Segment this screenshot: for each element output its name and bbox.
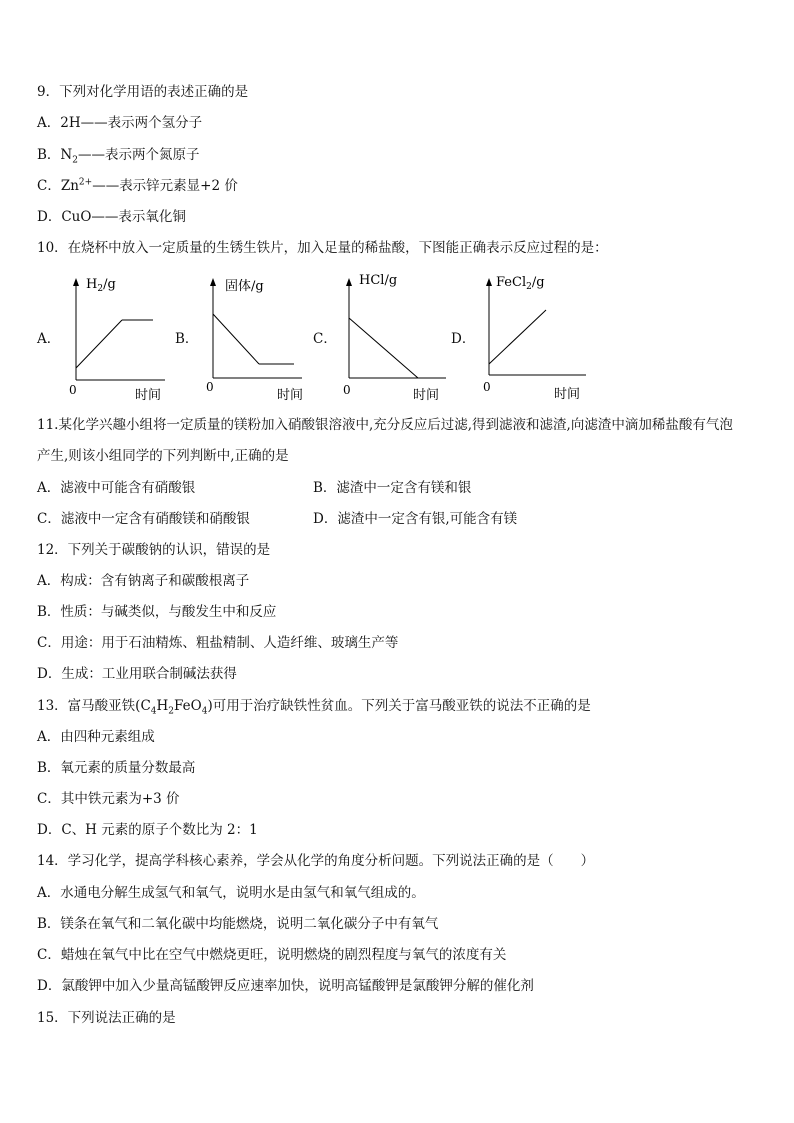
q12-option-b: B．性质：与碱类似，与酸发生中和反应 — [37, 604, 277, 620]
q10-graph-c-xlabel: 时间 — [413, 388, 440, 403]
q10-graph-b-xlabel: 时间 — [277, 388, 304, 403]
q10-graph-c[interactable] — [328, 270, 453, 405]
q10-graph-a[interactable] — [55, 270, 175, 405]
q10-option-a-label: A． — [37, 331, 61, 347]
q15-stem: 15．下列说法正确的是 — [37, 1010, 176, 1026]
q13-option-a: A．由四种元素组成 — [37, 729, 155, 745]
q13-option-c: C．其中铁元素为+3 价 — [37, 791, 180, 807]
q10-option-c-label: C． — [313, 331, 337, 347]
q14-option-c: C．蜡烛在氧气中比在空气中燃烧更旺，说明燃烧的剧烈程度与氧气的浓度有关 — [37, 947, 507, 963]
q9-option-d: D．CuO——表示氧化铜 — [37, 209, 186, 225]
q9-option-a: A．2H——表示两个氢分子 — [37, 115, 203, 131]
q11-option-a: A．滤液中可能含有硝酸银 — [37, 480, 196, 496]
q11-option-d: D．滤渣中一定含有银,可能含有镁 — [313, 511, 518, 527]
q10-graph-c-origin: 0 — [343, 383, 351, 397]
q10-graph-b[interactable] — [192, 270, 312, 405]
q10-option-d-label: D． — [451, 331, 476, 347]
q13-option-d: D．C、H 元素的原子个数比为 2：1 — [37, 822, 258, 838]
q11-stem-line2: 产生,则该小组同学的下列判断中,正确的是 — [37, 448, 289, 464]
q14-option-a: A．水通电分解生成氢气和氧气，说明水是由氢气和氧气组成的。 — [37, 885, 425, 901]
q10-graph-a-ylabel: $H_2/g$ — [86, 277, 116, 294]
q12-option-a: A．构成：含有钠离子和碳酸根离子 — [37, 573, 250, 589]
q14-stem: 14．学习化学，提高学科核心素养，学会从化学的角度分析问题。下列说法正确的是（ ） — [37, 853, 595, 869]
q13-option-b: B．氧元素的质量分数最高 — [37, 760, 196, 776]
q10-graph-c-ylabel: HCl/g — [359, 273, 398, 288]
q12-option-d: D．生成：工业用联合制碱法获得 — [37, 666, 237, 682]
q10-graph-d-origin: 0 — [483, 380, 491, 394]
q9-option-b: B．$N_2——$表示两个氮原子 — [37, 147, 200, 166]
q12-stem: 12．下列关于碳酸钠的认识，错误的是 — [37, 542, 271, 558]
q10-graph-d-xlabel: 时间 — [554, 387, 581, 402]
q10-graph-a-xlabel: 时间 — [135, 388, 162, 403]
q10-graph-b-ylabel: 固体/g — [225, 279, 264, 294]
q11-stem-line1: 11.某化学兴趣小组将一定质量的镁粉加入硝酸银溶液中,充分反应后过滤,得到滤液和滤渣,向滤渣中滴加稀盐酸有气泡 — [37, 417, 733, 433]
q10-graph-d-ylabel: FeCl$_2$/g — [496, 275, 545, 292]
q9-option-c: C．$Zn^{2+}——$表示锌元素显+2 价 — [37, 177, 238, 194]
q10-option-b-label: B． — [175, 331, 199, 347]
q10-graph-b-origin: 0 — [206, 380, 214, 394]
q10-graph-d[interactable] — [468, 270, 593, 405]
q11-option-c: C．滤液中一定含有硝酸镁和硝酸银 — [37, 511, 250, 527]
q10-stem: 10．在烧杯中放入一定质量的生锈生铁片，加入足量的稀盐酸，下图能正确表示反应过程的是： — [37, 240, 608, 256]
q13-stem: 13．富马酸亚铁$(C_4H_2FeO_4)$可用于治疗缺铁性贫血。下列关于富马酸亚铁的说法不正确的是 — [37, 698, 591, 717]
q14-option-b: B．镁条在氧气和二氧化碳中均能燃烧，说明二氧化碳分子中有氧气 — [37, 916, 439, 932]
q14-option-d: D．氯酸钾中加入少量高锰酸钾反应速率加快，说明高锰酸钾是氯酸钾分解的催化剂 — [37, 978, 534, 994]
q10-graph-a-origin: 0 — [69, 383, 77, 397]
q9-stem: 9．下列对化学用语的表述正确的是 — [37, 84, 249, 100]
q12-option-c: C．用途：用于石油精炼、粗盐精制、人造纤维、玻璃生产等 — [37, 635, 399, 651]
q11-option-b: B．滤渣中一定含有镁和银 — [313, 480, 472, 496]
